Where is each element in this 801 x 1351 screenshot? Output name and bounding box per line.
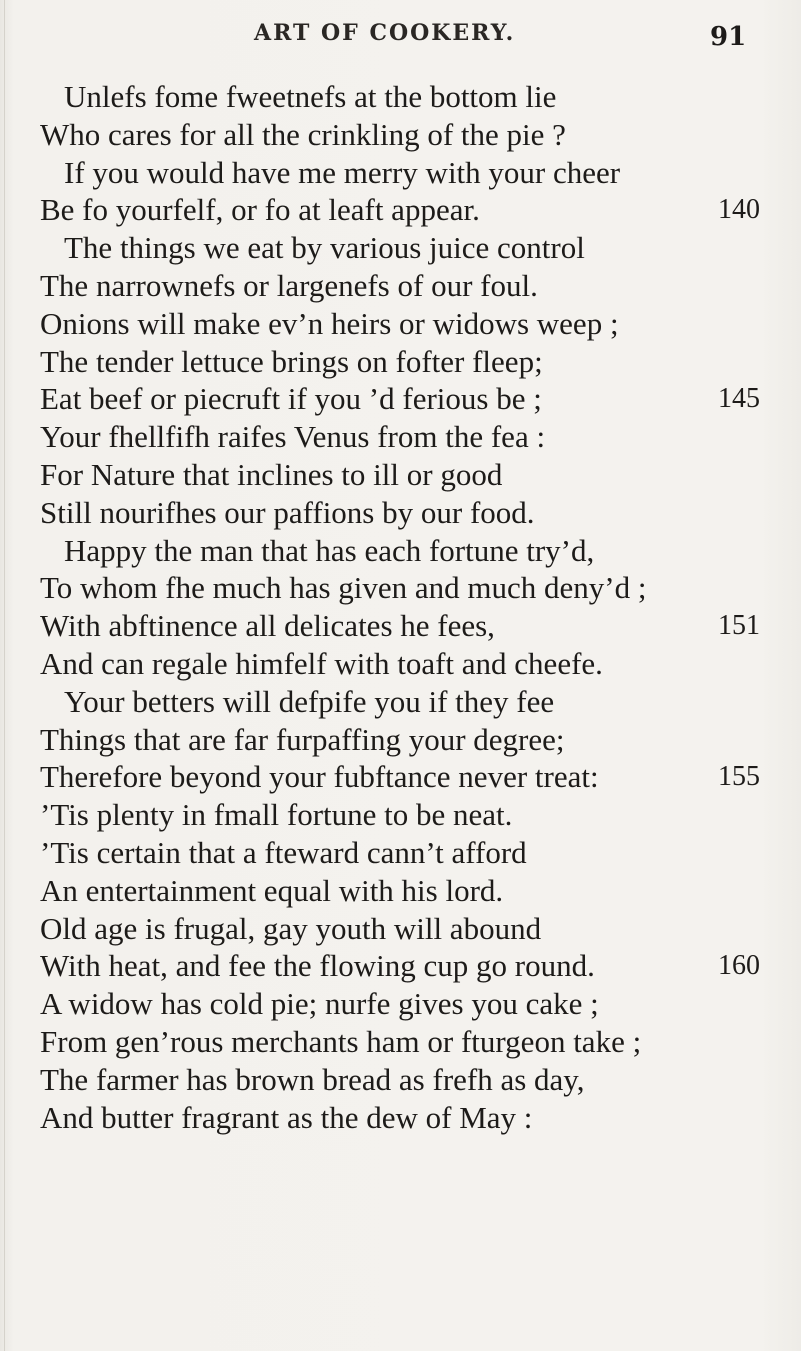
verse-line bbox=[0, 380, 801, 418]
verse-line bbox=[0, 683, 801, 721]
verse-line-text: Your fhellfifh raifes Venus from the fea : bbox=[40, 419, 546, 455]
verse-line-text: Happy the man that has each fortune try’d, bbox=[64, 532, 595, 568]
verse-line bbox=[0, 116, 801, 154]
line-number: 160 bbox=[718, 950, 760, 982]
verse-line bbox=[0, 1023, 801, 1061]
verse-line-text: And butter fragrant as the dew of May : bbox=[40, 1099, 533, 1135]
verse-line bbox=[0, 154, 801, 192]
verse-line bbox=[0, 343, 801, 381]
verse-line bbox=[0, 796, 801, 834]
verse-line bbox=[0, 872, 801, 910]
verse-line bbox=[0, 532, 801, 570]
verse-line-text: Who cares for all the crinkling of the pie ? bbox=[40, 116, 566, 152]
verse-line-text: Your betters will defpife you if they fee bbox=[64, 683, 555, 719]
verse-line-text: Still nourifhes our paffions by our food. bbox=[40, 494, 535, 530]
verse-line bbox=[0, 418, 801, 456]
verse-line-text: And can regale himfelf with toaft and cheefe. bbox=[40, 645, 603, 681]
verse-line bbox=[0, 910, 801, 948]
verse-line-text: The tender lettuce brings on fofter fleep; bbox=[40, 343, 543, 379]
verse-line-text: The farmer has brown bread as frefh as day, bbox=[40, 1061, 585, 1097]
verse-line-text: Eat beef or piecruft if you ’d ferious be ; bbox=[40, 381, 542, 417]
verse-line bbox=[0, 229, 801, 267]
line-number: 151 bbox=[718, 610, 760, 642]
line-number: 140 bbox=[718, 194, 760, 226]
verse-line bbox=[0, 456, 801, 494]
poem-text bbox=[0, 78, 801, 1136]
verse-line bbox=[0, 1061, 801, 1099]
verse-line-text: To whom fhe much has given and much deny’d ; bbox=[40, 570, 647, 606]
verse-line-text: ’Tis certain that a fteward cann’t afford bbox=[40, 834, 527, 870]
verse-line bbox=[0, 985, 801, 1023]
page-header bbox=[0, 20, 801, 60]
page-number: 91 bbox=[710, 22, 747, 52]
verse-line bbox=[0, 569, 801, 607]
verse-line-text: Be fo yourfelf, or fo at leaft appear. bbox=[40, 192, 480, 228]
verse-line-text: For Nature that inclines to ill or good bbox=[40, 456, 503, 492]
verse-line-text: An entertainment equal with his lord. bbox=[40, 872, 504, 908]
verse-line-text: ’Tis plenty in fmall fortune to be neat. bbox=[40, 797, 513, 833]
verse-line-text: Therefore beyond your fubftance never treat: bbox=[40, 759, 599, 795]
line-number: 155 bbox=[718, 761, 760, 793]
running-head: ART OF COOKERY. bbox=[254, 20, 516, 46]
line-number: 145 bbox=[718, 383, 760, 415]
verse-line-text: The narrownefs or largenefs of our foul. bbox=[40, 267, 538, 303]
verse-line-text: Things that are far furpaffing your degree; bbox=[40, 721, 565, 757]
verse-line-text: Onions will make ev’n heirs or widows weep ; bbox=[40, 305, 619, 341]
verse-line-text: If you would have me merry with your cheer bbox=[64, 154, 621, 190]
verse-line bbox=[0, 721, 801, 759]
verse-line-text: With abftinence all delicates he fees, bbox=[40, 608, 495, 644]
verse-line bbox=[0, 494, 801, 532]
verse-line bbox=[0, 1099, 801, 1137]
verse-line-text: Unlefs fome fweetnefs at the bottom lie bbox=[64, 79, 557, 114]
verse-line-text: A widow has cold pie; nurfe gives you cake ; bbox=[40, 986, 599, 1022]
verse-line bbox=[0, 645, 801, 683]
verse-line bbox=[0, 267, 801, 305]
verse-line bbox=[0, 834, 801, 872]
verse-line bbox=[0, 758, 801, 796]
verse-line bbox=[0, 305, 801, 343]
verse-line-text: From gen’rous merchants ham or fturgeon take ; bbox=[40, 1023, 642, 1059]
verse-line-text: With heat, and fee the flowing cup go round. bbox=[40, 948, 595, 984]
verse-line bbox=[0, 607, 801, 645]
verse-line bbox=[0, 191, 801, 229]
verse-line-text: The things we eat by various juice control bbox=[64, 230, 585, 266]
verse-line-text: Old age is frugal, gay youth will abound bbox=[40, 910, 542, 946]
verse-line bbox=[0, 78, 801, 116]
verse-line bbox=[0, 947, 801, 985]
